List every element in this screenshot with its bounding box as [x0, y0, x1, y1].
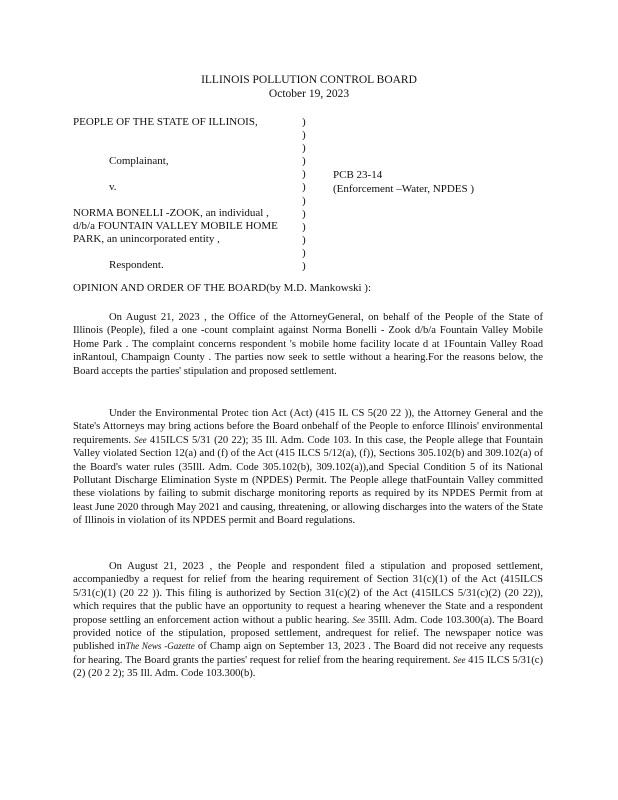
paren: ) [302, 220, 306, 233]
versus-label: v. [109, 181, 117, 193]
document-date: October 19, 2023 [268, 88, 350, 100]
paragraph-1 [73, 311, 543, 378]
paren: ) [302, 129, 306, 142]
paren: ) [302, 181, 306, 194]
paragraph-2-text-b: 415ILCS 5/31 (20 22); 35 Ill. Adm. Code 103. In this case, the People allege that Fountain Valley violated Section 12(a) and (f) of the Act (415 ILCS 5/12(a), (f)), Sections 305.102(b) and 309.102(a) of the Board's water rules (35Ill. Adm. Code 305.102(b), 309.102(a)),and Special Condition 5 of its National Pollutant Discharge Elimination Syste m (NPDES) Permit. The People allege thatFountain Valley committed these violations by failing to submit discharge monitoring reports as required by its NPDES Permit from at least June 2020 through May 2021 and causing, threatening, or allowing discharges into the waters of the State of Illinois in violation of its NPDES permit and Board regulations. [73, 434, 543, 527]
paren: ) [302, 168, 306, 181]
paragraph-3 [73, 560, 543, 681]
board-title: ILLINOIS POLLUTION CONTROL BOARD [201, 74, 417, 86]
case-caption-parties [73, 116, 303, 272]
see-citation-signal: See [352, 614, 366, 625]
paren: ) [302, 233, 306, 246]
defendant-line-2: d/b/a FOUNTAIN VALLEY MOBILE HOME [73, 220, 278, 232]
paragraph-2-text-a: Under the Environmental Protec tion Act (Act) (415 IL CS 5(20 22 )), the Attorney General and the State's Attorneys may bring actions before the Board onbehalf of the People to enforce Illinois' environmental requirements. [73, 408, 543, 446]
paren: ) [302, 116, 306, 128]
paren: ) [302, 142, 306, 155]
see-citation-signal: See [134, 434, 147, 445]
case-type: (Enforcement –Water, NPDES ) [333, 183, 475, 195]
paren: ) [302, 194, 306, 207]
paren: ) [302, 246, 306, 259]
complainant-label: Complainant, [109, 155, 169, 167]
respondent-label: Respondent. [109, 259, 164, 271]
newspaper-title: The News -Gazette [125, 641, 195, 652]
plaintiff-name: PEOPLE OF THE STATE OF ILLINOIS, [73, 116, 258, 128]
caption-parentheses [302, 116, 312, 273]
opinion-heading: OPINION AND ORDER OF THE BOARD(by M.D. Mankowski ): [73, 282, 372, 294]
paragraph-1-text: On August 21, 2023 , the Office of the AttorneyGeneral, on behalf of the People of the State of Illinois (People), filed a one -count complaint against Norma Bonelli - Zook d/b/a Fountain Valley Mobile Home Park . The complaint concerns respondent 's mobile home facility locate d at 1Fountain Valley Road inRantoul, Champaign County . The parties now seek to settle without a hearing.For the reasons below, the Board accepts the parties' stipulation and proposed settlement. [73, 312, 543, 377]
paragraph-3-text-d: 415 ILCS 5/31(c)(2) (20 2 2); 35 Ill. Adm. Code 103.300(b). [73, 654, 543, 680]
defendant-line-3: PARK, an unincorporated entity , [73, 233, 220, 245]
paren: ) [302, 155, 306, 168]
paragraph-3-text-c: of Champ aign on September 13, 2023 . The Board did not receive any requests for hearing. The Board grants the parties' request for relief from the hearing requirement. [73, 641, 543, 666]
case-number-block [333, 168, 474, 196]
paren: ) [302, 260, 306, 273]
defendant-line-1: NORMA BONELLI -ZOOK, an individual , [73, 207, 269, 219]
paragraph-2 [73, 407, 543, 528]
paragraph-3-text-b: 35Ill. Adm. Code 103.300(a). The Board provided notice of the stipulation, proposed settlement, andrequest for relief. The newspaper notice was published in [73, 614, 543, 653]
case-number: PCB 23-14 [333, 169, 383, 181]
paren: ) [302, 207, 306, 220]
paragraph-3-text-a: On August 21, 2023 , the People and respondent filed a stipulation and proposed settlement, accompaniedby a request for relief from the hearing requirement of Section 31(c)(1) of the Act (415ILCS 5/31(c)(1) (20 22 )). This filing is authorized by Section 31(c)(2) of the Act (415ILCS 5/31(c)(2) (20 22)), which requires that the public have an opportunity to request a hearing whenever the State and a respondent propose settling an enforcement action without a public hearing. [73, 561, 543, 626]
see-citation-signal: See [452, 654, 466, 665]
